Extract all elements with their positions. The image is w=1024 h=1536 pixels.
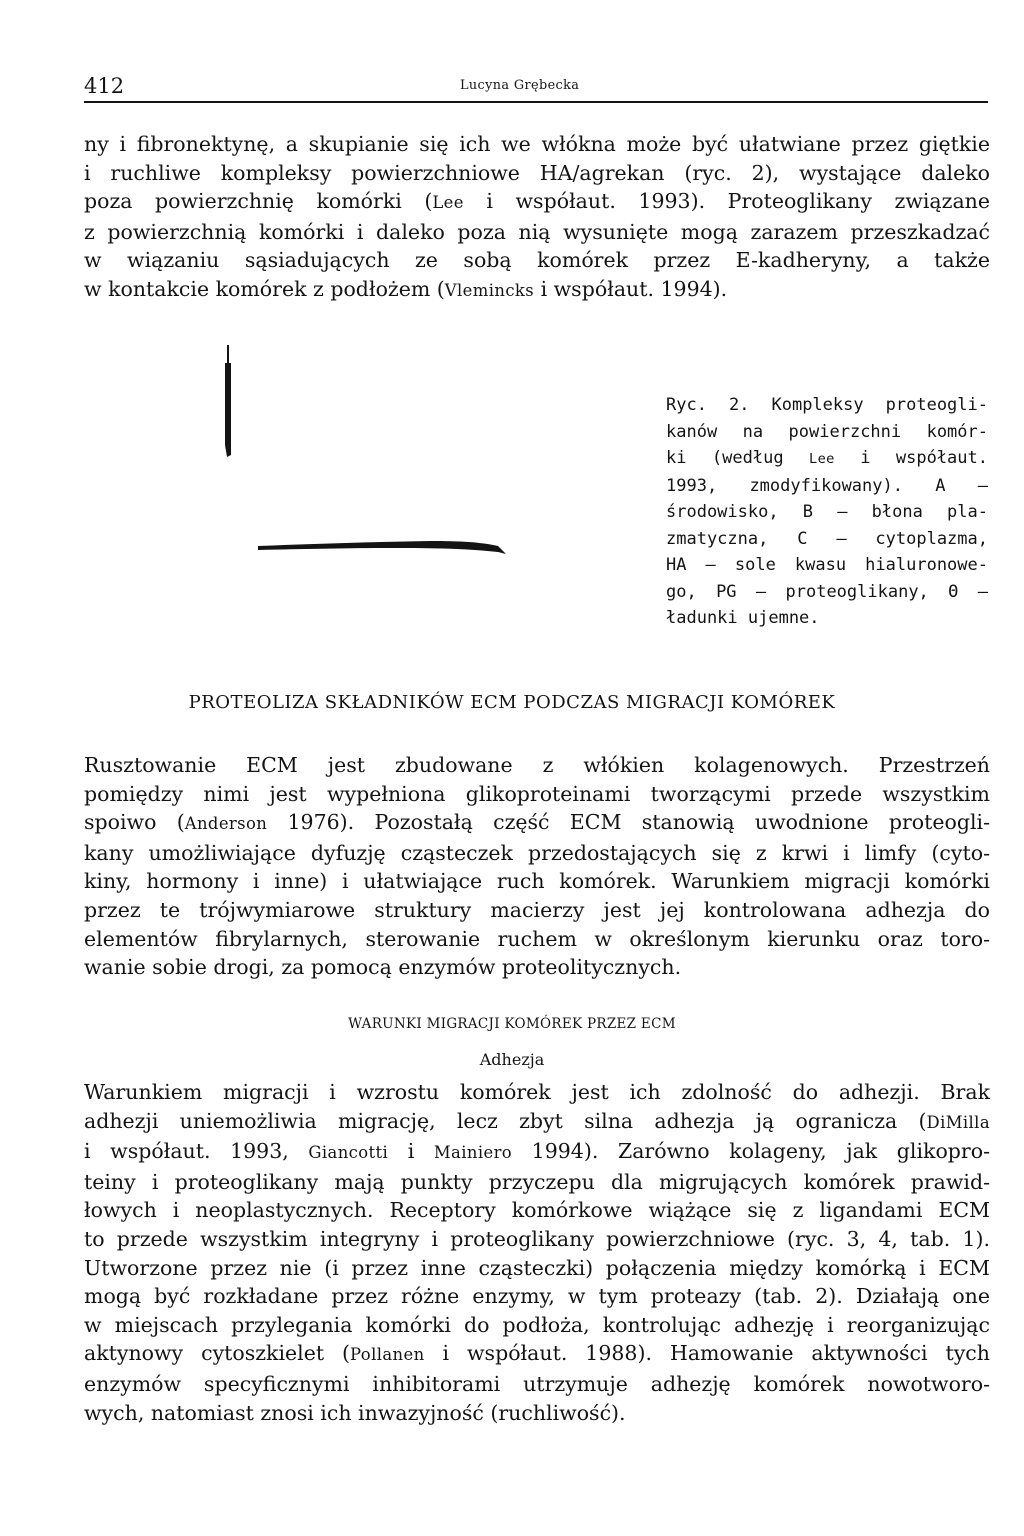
paragraph-1 [84, 130, 990, 306]
section-heading: PROTEOLIZA SKŁADNIKÓW ECM PODCZAS MIGRACJI KOMÓREK [188, 692, 836, 713]
text-line: enzymów specyficznymi inhibitorami utrzymuje adhezję komórek nowotworo- [84, 1371, 990, 1396]
figure-2-caption [666, 392, 988, 632]
cited-author: Lee [809, 451, 835, 467]
text-line: mogą być rozkładane przez różne enzymy, w tym proteazy (tab. 2). Działają one [84, 1284, 990, 1309]
text-line: kany umożliwiające dyfuzję cząsteczek przedostających się z krwi i limfy (cyto- [84, 840, 990, 865]
caption-line: kanów na powierzchni komór- [666, 421, 988, 442]
text-line: aktynowy cytoszkielet (Pollanen i współaut. 1988). Hamowanie aktywności tych [84, 1341, 990, 1366]
subsection-heading: WARUNKI MIGRACJI KOMÓREK PRZEZ ECM [348, 1016, 676, 1032]
text-line: adhezji uniemożliwia migrację, lecz zbyt silna adhezja ją ogranicza (DiMilla [84, 1108, 990, 1133]
cited-author: Vlemincks [444, 280, 535, 300]
caption-line: go, PG — proteoglikany, Θ — [666, 581, 988, 602]
caption-line: HA — sole kwasu hialuronowe- [666, 555, 988, 575]
subsubsection-heading: Adhezja [479, 1050, 545, 1069]
text-line: poza powierzchnię komórki (Lee i współaut. 1993). Proteoglikany związane [84, 189, 991, 214]
text-line: spoiwo (Anderson 1976). Pozostałą część ECM stanowią uwodnione proteogli- [84, 810, 990, 835]
text-line: z powierzchnią komórki i daleko poza nią wysunięte mogą zarazem przeszkadzać [84, 219, 990, 244]
text-line: pomiędzy nimi jest wypełniona glikoproteinami tworzącymi przede wszystkim [84, 781, 990, 806]
text-line: łowych i neoplastycznych. Receptory komórkowe wiążące się z ligandami ECM [84, 1198, 990, 1223]
running-header-author: Lucyna Grębecka [460, 78, 580, 93]
text-line: ny i fibronektynę, a skupianie się ich we włókna może być ułatwiane przez giętkie [84, 132, 990, 156]
cited-author: DiMilla [926, 1112, 990, 1132]
cited-author: Anderson [184, 814, 268, 834]
text-line: przez te trójwymiarowe struktury macierzy jest jej kontrolowana adhezja do [84, 897, 990, 922]
text-line: Rusztowanie ECM jest zbudowane z włókien kolagenowych. Przestrzeń [84, 753, 990, 777]
caption-line: ładunki ujemne. [666, 608, 820, 628]
paragraph-3 [84, 1078, 990, 1427]
header-rule [84, 101, 988, 103]
cited-author: Lee [432, 193, 464, 213]
text-line: w kontakcie komórek z podłożem (Vlemincks i współaut. 1994). [84, 276, 728, 301]
caption-line: środowisko, B — błona pla- [666, 502, 988, 522]
figure-2-image [200, 345, 520, 585]
page-number: 412 [84, 74, 125, 98]
text-line: i współaut. 1993, Giancotti i Mainiero 1994). Zarówno kolageny, jak glikopro- [84, 1139, 990, 1164]
paragraph-2 [84, 751, 990, 982]
text-line: elementów fibrylarnych, sterowanie ruchem w określonym kierunku oraz toro- [84, 926, 990, 951]
cited-author: Giancotti [308, 1143, 389, 1163]
text-line: i ruchliwe kompleksy powierzchniowe HA/agrekan (ryc. 2), wystające daleko [84, 160, 990, 185]
text-line: wych, natomiast znosi ich inwazyjność (ruchliwość). [84, 1400, 626, 1425]
text-line: wanie sobie drogi, za pomocą enzymów proteolitycznych. [84, 955, 682, 980]
text-line: Utworzone przez nie (i przez inne cząsteczki) połączenia między komórką i ECM [84, 1255, 990, 1280]
running-header [84, 74, 988, 104]
caption-line: Ryc. 2. Kompleksy proteogli- [666, 395, 988, 415]
text-line: w miejscach przylegania komórki do podłoża, kontrolując adhezję i reorganizując [84, 1312, 990, 1337]
caption-line: zmatyczna, C — cytoplazma, [666, 528, 988, 549]
cited-author: Pollanen [350, 1345, 425, 1365]
cited-author: Mainiero [433, 1143, 513, 1163]
caption-line: 1993, zmodyfikowany). A — [666, 475, 988, 496]
text-line: kiny, hormony i inne) i ułatwiające ruch komórek. Warunkiem migracji komórki [84, 869, 990, 894]
text-line: teiny i proteoglikany mają punkty przyczepu dla migrujących komórek prawid- [84, 1169, 990, 1194]
text-line: Warunkiem migracji i wzrostu komórek jest ich zdolność do adhezji. Brak [84, 1080, 990, 1104]
caption-line: ki (według Lee i współaut. [666, 448, 988, 468]
text-line: w wiązaniu sąsiadujących ze sobą komórek przez E-kadheryny, a także [84, 248, 990, 273]
text-line: to przede wszystkim integryny i proteoglikany powierzchniowe (ryc. 3, 4, tab. 1). [84, 1226, 990, 1251]
